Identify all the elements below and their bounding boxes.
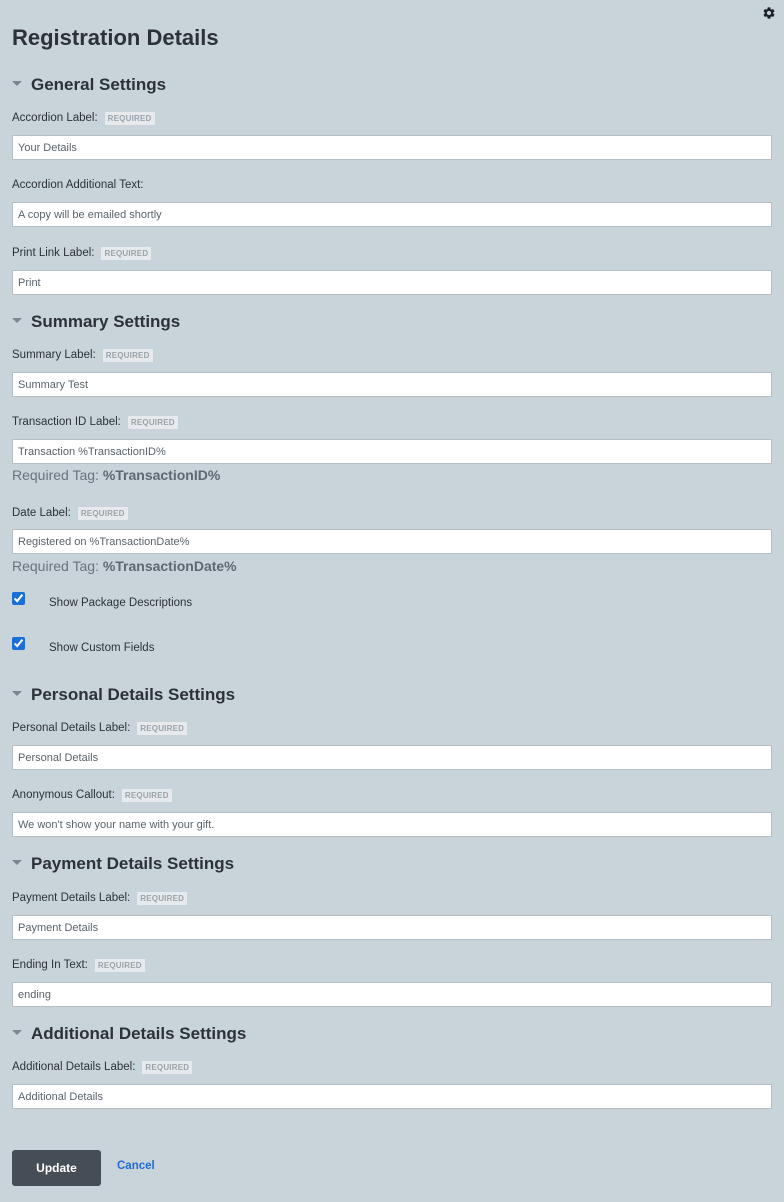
ending-in-text-text: Ending In Text:	[12, 959, 88, 971]
ending-in-text-label	[12, 957, 145, 973]
required-badge: REQUIRED	[128, 416, 178, 429]
required-badge: REQUIRED	[137, 722, 187, 735]
caret-down-icon	[12, 860, 22, 865]
accordion-additional-text-input[interactable]	[12, 202, 772, 227]
accordion-additional-text-label	[12, 177, 143, 193]
section-title-additional: Additional Details Settings	[31, 1024, 247, 1043]
show-custom-fields-checkbox[interactable]	[12, 637, 25, 650]
accordion-label-input[interactable]	[12, 135, 772, 160]
required-badge: REQUIRED	[103, 349, 153, 362]
date-label-input[interactable]	[12, 529, 772, 554]
required-badge: REQUIRED	[95, 959, 145, 972]
payment-details-label-input[interactable]	[12, 915, 772, 940]
additional-details-label-text: Additional Details Label:	[12, 1061, 136, 1073]
show-package-descriptions-label[interactable]: Show Package Descriptions	[49, 597, 193, 609]
update-button[interactable]: Update	[12, 1150, 101, 1186]
section-title-personal: Personal Details Settings	[31, 685, 236, 704]
page-title: Registration Details	[12, 25, 219, 50]
section-header-payment[interactable]	[12, 853, 234, 875]
show-package-descriptions-row	[12, 592, 192, 609]
personal-details-label-label	[12, 720, 187, 736]
personal-details-label-text: Personal Details Label:	[12, 722, 131, 734]
ending-in-text-input[interactable]	[12, 982, 772, 1007]
required-tag-value: %TransactionDate%	[102, 558, 237, 574]
caret-down-icon	[12, 318, 22, 323]
required-tag-transaction-date	[12, 557, 237, 575]
caret-down-icon	[12, 81, 22, 86]
required-tag-transaction-id	[12, 466, 220, 484]
required-badge: REQUIRED	[137, 892, 187, 905]
summary-label-text: Summary Label:	[12, 349, 96, 361]
anonymous-callout-text: Anonymous Callout:	[12, 789, 115, 801]
required-badge: REQUIRED	[122, 789, 172, 802]
section-header-personal[interactable]	[12, 684, 235, 706]
show-custom-fields-label[interactable]: Show Custom Fields	[49, 642, 155, 654]
section-header-additional[interactable]	[12, 1023, 246, 1045]
required-tag-prefix: Required Tag:	[12, 467, 103, 483]
required-badge: REQUIRED	[105, 112, 155, 125]
section-title-general: General Settings	[31, 75, 167, 94]
section-title-payment: Payment Details Settings	[31, 854, 235, 873]
personal-details-label-input[interactable]	[12, 745, 772, 770]
date-label-text: Date Label:	[12, 507, 71, 519]
print-link-label-input[interactable]	[12, 270, 772, 295]
summary-label-input[interactable]	[12, 372, 772, 397]
print-link-label-text: Print Link Label:	[12, 247, 95, 259]
required-tag-prefix: Required Tag:	[12, 558, 103, 574]
required-badge: REQUIRED	[142, 1061, 192, 1074]
accordion-label-text: Accordion Label:	[12, 112, 98, 124]
payment-details-label-label	[12, 890, 187, 906]
caret-down-icon	[12, 1030, 22, 1035]
anonymous-callout-label	[12, 787, 172, 803]
caret-down-icon	[12, 691, 22, 696]
anonymous-callout-input[interactable]	[12, 812, 772, 837]
required-badge: REQUIRED	[101, 247, 151, 260]
additional-details-label-input[interactable]	[12, 1084, 772, 1109]
required-tag-value: %TransactionID%	[102, 467, 221, 483]
payment-details-label-text: Payment Details Label:	[12, 892, 131, 904]
print-link-label-label	[12, 245, 151, 261]
additional-details-label-label	[12, 1059, 192, 1075]
show-package-descriptions-checkbox[interactable]	[12, 592, 25, 605]
section-title-summary: Summary Settings	[31, 312, 181, 331]
summary-label-label	[12, 347, 153, 363]
section-header-summary[interactable]	[12, 311, 180, 333]
transaction-id-label-input[interactable]	[12, 439, 772, 464]
accordion-additional-text-text: Accordion Additional Text:	[12, 179, 144, 191]
show-custom-fields-row	[12, 637, 154, 654]
accordion-label-label	[12, 110, 155, 126]
required-badge: REQUIRED	[78, 507, 128, 520]
gear-icon[interactable]	[762, 6, 776, 20]
transaction-id-label-label	[12, 414, 178, 430]
transaction-id-label-text: Transaction ID Label:	[12, 416, 121, 428]
cancel-link[interactable]: Cancel	[117, 1160, 155, 1172]
date-label-label	[12, 505, 128, 521]
section-header-general[interactable]	[12, 74, 166, 96]
